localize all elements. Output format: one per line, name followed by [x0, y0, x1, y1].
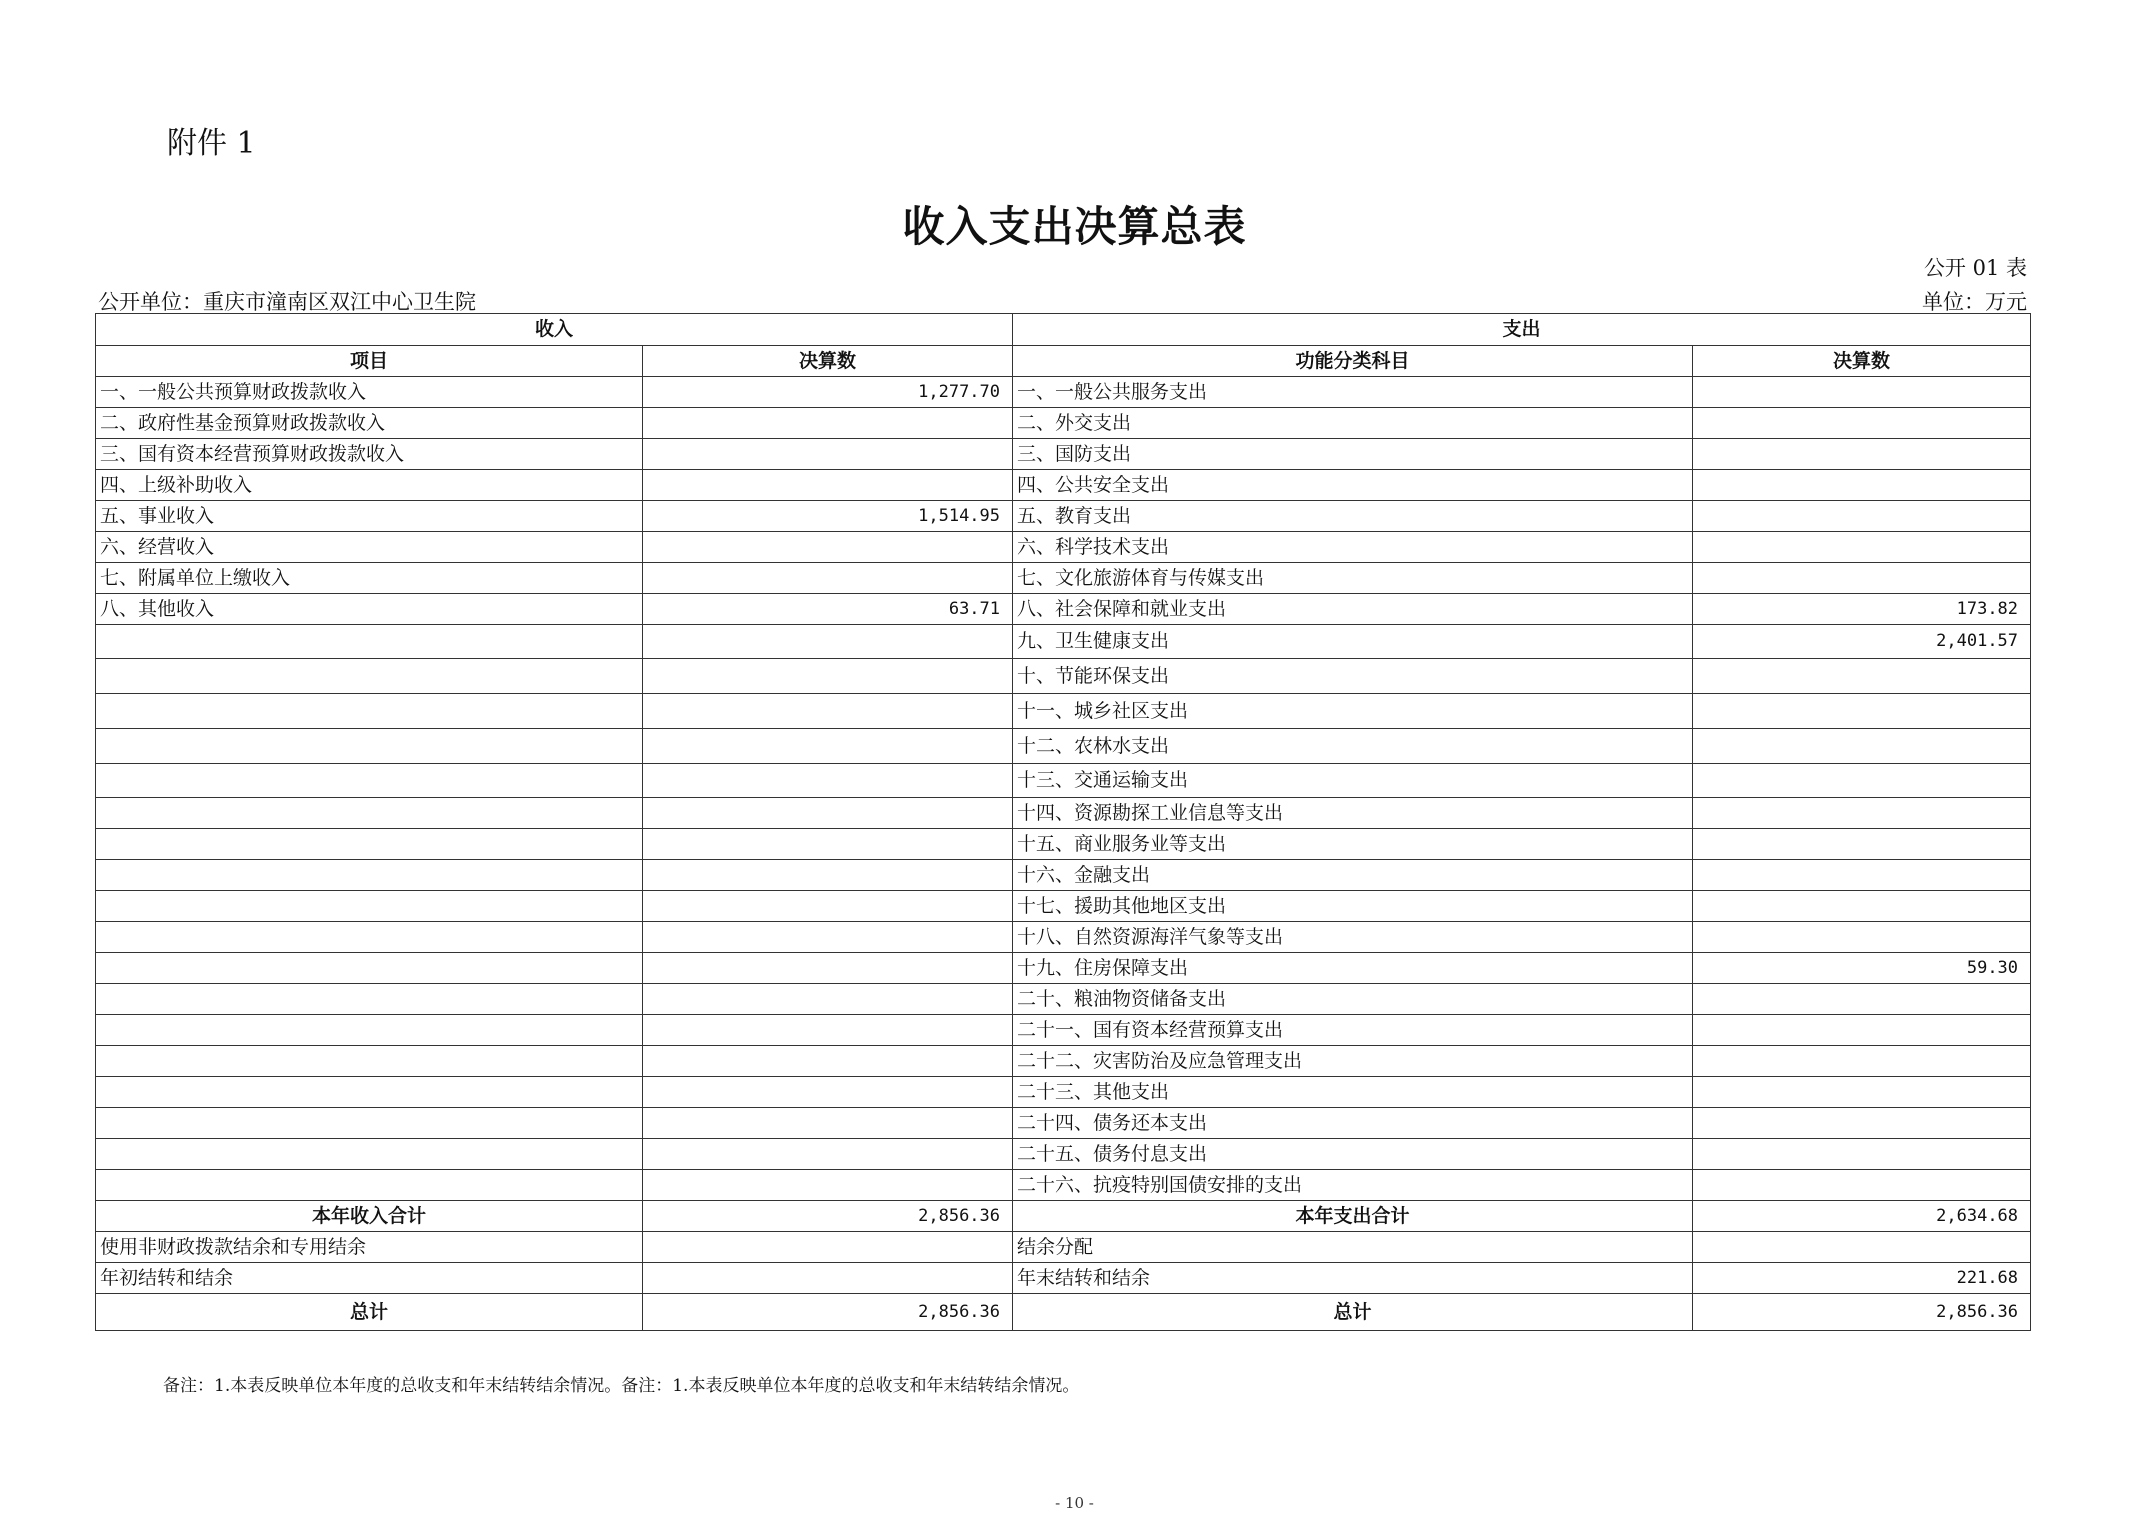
- income-amount: [643, 860, 1013, 891]
- expenditure-amount: [1693, 1108, 2031, 1139]
- expenditure-amount: [1693, 659, 2031, 694]
- income-amount: [643, 1232, 1013, 1263]
- expenditure-amount: [1693, 764, 2031, 798]
- expenditure-amount: [1693, 798, 2031, 829]
- expenditure-item: 八、社会保障和就业支出: [1013, 594, 1693, 625]
- page-number: - 10 -: [1055, 1494, 1094, 1512]
- income-amount: [643, 798, 1013, 829]
- expenditure-item: 二十六、抗疫特别国债安排的支出: [1013, 1170, 1693, 1201]
- income-item: [96, 953, 643, 984]
- expenditure-amount: [1693, 829, 2031, 860]
- expenditure-item: 十五、商业服务业等支出: [1013, 829, 1693, 860]
- expenditure-amount: [1693, 1046, 2031, 1077]
- income-item: 三、国有资本经营预算财政拨款收入: [96, 439, 643, 470]
- expenditure-item: 结余分配: [1013, 1232, 1693, 1263]
- income-amount: [643, 891, 1013, 922]
- expenditure-item: 十四、资源勘探工业信息等支出: [1013, 798, 1693, 829]
- attachment-label: 附件 1: [167, 126, 256, 161]
- income-item: [96, 625, 643, 659]
- table-row: [96, 501, 2031, 532]
- income-amount: [643, 532, 1013, 563]
- expenditure-amount: 2,401.57: [1693, 625, 2031, 659]
- table-row: [96, 408, 2031, 439]
- expenditure-amount: [1693, 1077, 2031, 1108]
- table-row: [96, 1263, 2031, 1294]
- table-row: [96, 1015, 2031, 1046]
- table-row: [96, 659, 2031, 694]
- expenditure-amount: 59.30: [1693, 953, 2031, 984]
- expenditure-total-label: 总计: [1013, 1294, 1693, 1331]
- expenditure-item: 三、国防支出: [1013, 439, 1693, 470]
- table-row: [96, 532, 2031, 563]
- expenditure-item: 十、节能环保支出: [1013, 659, 1693, 694]
- table-row: [96, 1046, 2031, 1077]
- income-item: 年初结转和结余: [96, 1263, 643, 1294]
- table-row: [96, 984, 2031, 1015]
- expenditure-amount: [1693, 563, 2031, 594]
- expenditure-amount: [1693, 439, 2031, 470]
- income-item: [96, 891, 643, 922]
- income-item: [96, 984, 643, 1015]
- expenditure-item: 年末结转和结余: [1013, 1263, 1693, 1294]
- expenditure-amount: [1693, 891, 2031, 922]
- total-row: [96, 1294, 2031, 1331]
- subtotal-row: [96, 1201, 2031, 1232]
- expenditure-amount: [1693, 501, 2031, 532]
- expenditure-amount: [1693, 694, 2031, 729]
- expenditure-item: 十八、自然资源海洋气象等支出: [1013, 922, 1693, 953]
- table-row: [96, 729, 2031, 764]
- expenditure-amount: [1693, 470, 2031, 501]
- income-amount: [643, 659, 1013, 694]
- income-item: [96, 694, 643, 729]
- table-row: [96, 922, 2031, 953]
- income-item: [96, 1015, 643, 1046]
- expenditure-total-amount: 2,856.36: [1693, 1294, 2031, 1331]
- column-header-row: [96, 346, 2031, 377]
- table-row: [96, 377, 2031, 408]
- expenditure-item: 十六、金融支出: [1013, 860, 1693, 891]
- col-header-item: 项目: [96, 346, 643, 377]
- income-amount: [643, 439, 1013, 470]
- table-row: [96, 470, 2031, 501]
- income-amount: [643, 829, 1013, 860]
- income-amount: [643, 563, 1013, 594]
- expenditure-amount: [1693, 1232, 2031, 1263]
- expenditure-item: 十二、农林水支出: [1013, 729, 1693, 764]
- col-header-amount: 决算数: [643, 346, 1013, 377]
- table-row: [96, 798, 2031, 829]
- expenditure-amount: [1693, 860, 2031, 891]
- income-subtotal-label: 本年收入合计: [96, 1201, 643, 1232]
- expenditure-amount: [1693, 1015, 2031, 1046]
- income-amount: [643, 729, 1013, 764]
- income-amount: [643, 1077, 1013, 1108]
- income-item: [96, 829, 643, 860]
- income-amount: [643, 625, 1013, 659]
- expenditure-subtotal-amount: 2,634.68: [1693, 1201, 2031, 1232]
- income-amount: [643, 953, 1013, 984]
- income-item: 八、其他收入: [96, 594, 643, 625]
- table-row: [96, 764, 2031, 798]
- table-row: [96, 1232, 2031, 1263]
- income-item: [96, 798, 643, 829]
- table-row: [96, 829, 2031, 860]
- table-row: [96, 1077, 2031, 1108]
- table-row: [96, 563, 2031, 594]
- income-item: 五、事业收入: [96, 501, 643, 532]
- expenditure-item: 一、一般公共服务支出: [1013, 377, 1693, 408]
- expenditure-item: 二十三、其他支出: [1013, 1077, 1693, 1108]
- table-row: [96, 1139, 2031, 1170]
- table-row: [96, 694, 2031, 729]
- expenditure-item: 六、科学技术支出: [1013, 532, 1693, 563]
- income-item: 六、经营收入: [96, 532, 643, 563]
- income-item: [96, 1139, 643, 1170]
- income-item: 七、附属单位上缴收入: [96, 563, 643, 594]
- expenditure-amount: 221.68: [1693, 1263, 2031, 1294]
- table-row: [96, 594, 2031, 625]
- income-amount: [643, 1015, 1013, 1046]
- income-amount: [643, 470, 1013, 501]
- income-subtotal-amount: 2,856.36: [643, 1201, 1013, 1232]
- expenditure-item: 四、公共安全支出: [1013, 470, 1693, 501]
- expenditure-item: 二、外交支出: [1013, 408, 1693, 439]
- expenditure-item: 九、卫生健康支出: [1013, 625, 1693, 659]
- group-header-row: [96, 314, 2031, 346]
- expenditure-amount: 173.82: [1693, 594, 2031, 625]
- table-row: [96, 439, 2031, 470]
- expenditure-amount: [1693, 1170, 2031, 1201]
- income-total-amount: 2,856.36: [643, 1294, 1013, 1331]
- income-amount: 63.71: [643, 594, 1013, 625]
- expenditure-item: 二十、粮油物资储备支出: [1013, 984, 1693, 1015]
- income-amount: [643, 1263, 1013, 1294]
- reporting-unit: 公开单位：重庆市潼南区双江中心卫生院: [98, 290, 476, 314]
- expenditure-amount: [1693, 922, 2031, 953]
- expenditure-amount: [1693, 408, 2031, 439]
- col-header-amount-exp: 决算数: [1693, 346, 2031, 377]
- income-amount: [643, 694, 1013, 729]
- income-item: 一、一般公共预算财政拨款收入: [96, 377, 643, 408]
- table-row: [96, 860, 2031, 891]
- expenditure-item: 二十五、债务付息支出: [1013, 1139, 1693, 1170]
- expenditure-item: 五、教育支出: [1013, 501, 1693, 532]
- income-amount: [643, 922, 1013, 953]
- table-row: [96, 953, 2031, 984]
- income-item: [96, 659, 643, 694]
- income-amount: [643, 1170, 1013, 1201]
- expenditure-item: 七、文化旅游体育与传媒支出: [1013, 563, 1693, 594]
- income-item: [96, 1077, 643, 1108]
- income-total-label: 总计: [96, 1294, 643, 1331]
- income-group-header: 收入: [96, 314, 1013, 346]
- expenditure-amount: [1693, 729, 2031, 764]
- expenditure-item: 十一、城乡社区支出: [1013, 694, 1693, 729]
- income-item: [96, 764, 643, 798]
- expenditure-subtotal-label: 本年支出合计: [1013, 1201, 1693, 1232]
- table-row: [96, 891, 2031, 922]
- income-item: [96, 1046, 643, 1077]
- income-item: 使用非财政拨款结余和专用结余: [96, 1232, 643, 1263]
- expenditure-amount: [1693, 1139, 2031, 1170]
- income-amount: 1,514.95: [643, 501, 1013, 532]
- table-row: [96, 625, 2031, 659]
- income-amount: [643, 408, 1013, 439]
- income-amount: [643, 984, 1013, 1015]
- col-header-function: 功能分类科目: [1013, 346, 1693, 377]
- expenditure-group-header: 支出: [1013, 314, 2031, 346]
- table-row: [96, 1170, 2031, 1201]
- income-amount: [643, 1139, 1013, 1170]
- table-row: [96, 1108, 2031, 1139]
- income-amount: [643, 1046, 1013, 1077]
- income-item: 四、上级补助收入: [96, 470, 643, 501]
- income-item: [96, 922, 643, 953]
- expenditure-amount: [1693, 377, 2031, 408]
- income-amount: [643, 1108, 1013, 1139]
- income-amount: [643, 764, 1013, 798]
- income-item: [96, 860, 643, 891]
- income-expenditure-table: [95, 313, 2031, 1331]
- expenditure-amount: [1693, 984, 2031, 1015]
- footnote: 备注：1.本表反映单位本年度的总收支和年末结转结余情况。备注：1.本表反映单位本年度的总收支和年末结转结余情况。: [163, 1376, 1080, 1396]
- currency-unit: 单位：万元: [1922, 290, 2027, 314]
- expenditure-item: 二十四、债务还本支出: [1013, 1108, 1693, 1139]
- expenditure-item: 二十二、灾害防治及应急管理支出: [1013, 1046, 1693, 1077]
- income-item: 二、政府性基金预算财政拨款收入: [96, 408, 643, 439]
- expenditure-item: 十七、援助其他地区支出: [1013, 891, 1693, 922]
- income-item: [96, 1108, 643, 1139]
- income-item: [96, 729, 643, 764]
- document-title: 收入支出决算总表: [902, 202, 1247, 251]
- income-item: [96, 1170, 643, 1201]
- expenditure-item: 二十一、国有资本经营预算支出: [1013, 1015, 1693, 1046]
- expenditure-item: 十三、交通运输支出: [1013, 764, 1693, 798]
- expenditure-amount: [1693, 532, 2031, 563]
- income-amount: 1,277.70: [643, 377, 1013, 408]
- expenditure-item: 十九、住房保障支出: [1013, 953, 1693, 984]
- form-number: 公开 01 表: [1923, 256, 2027, 280]
